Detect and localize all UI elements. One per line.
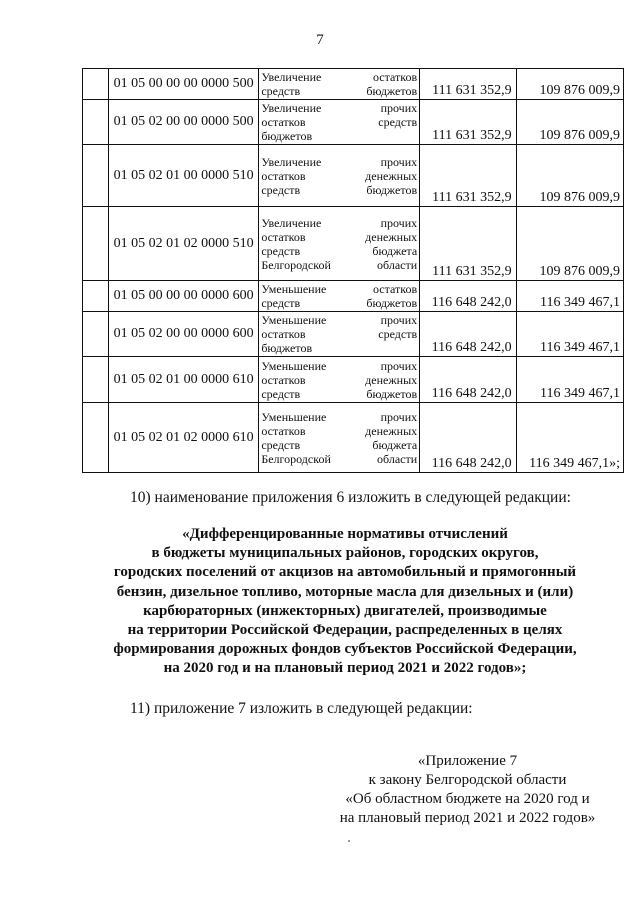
name-line: остатков денежных [261,372,418,387]
appendix-line: к закону Белгородской области [368,772,567,788]
scan-dot [348,840,350,842]
amount-2020-cell: 111 631 352,9 [420,69,516,100]
blank-cell [83,281,109,312]
amount-2020-cell: 116 648 242,0 [420,281,516,312]
blank-cell [83,100,109,145]
amount-2020-cell: 111 631 352,9 [420,100,516,145]
name-line: бюджетов [261,129,313,143]
appendix-line: «Об областном бюджете на 2020 год и [345,791,590,807]
heading-line: карбюраторных (инжекторных) двигателей, производимые [143,602,547,619]
name-line: Увеличение остатков [261,70,418,84]
appendix-6-title [110,525,580,679]
table-row [83,357,624,403]
amount-2020-cell: 116 648 242,0 [420,403,516,473]
amount-2021-cell: 109 876 009,9 [516,69,623,100]
blank-cell [83,207,109,281]
name-line: Белгородской области [261,257,418,272]
blank-cell [83,403,109,473]
name-cell [259,69,420,100]
blank-cell [83,357,109,403]
blank-cell [83,145,109,207]
name-line: Увеличение прочих [261,101,418,115]
name-line: Уменьшение прочих [261,358,418,373]
name-line: остатков денежных [261,168,418,183]
amount-2020-cell: 111 631 352,9 [420,207,516,281]
name-line: остатков средств [261,327,418,341]
page-number: 7 [316,32,324,48]
name-cell [259,403,420,473]
table-row [83,207,624,281]
name-line: средств бюджета [261,243,418,258]
amount-2021-cell: 109 876 009,9 [516,207,623,281]
heading-line: бензин, дизельное топливо, моторные масла для дизельных и (или) [116,583,574,600]
amount-2021-cell: 116 349 467,1 [516,312,623,357]
table-row [83,145,624,207]
table-row [83,69,624,100]
item-11-paragraph: 11) приложение 7 изложить в следующей редакции: [130,700,473,717]
budget-sources-table [82,68,624,473]
name-line: Увеличение прочих [261,215,418,230]
heading-line: городских поселений от акцизов на автомобильный и прямогонный [113,564,577,581]
name-line: Уменьшение прочих [261,409,418,424]
name-line: средств бюджета [261,437,418,452]
amount-2021-cell: 116 349 467,1 [516,281,623,312]
name-cell [259,207,420,281]
name-line: Увеличение прочих [261,154,418,169]
code-cell: 01 05 00 00 00 0000 600 [108,281,259,312]
code-cell: 01 05 02 01 00 0000 610 [108,357,259,403]
name-line: бюджетов [261,341,313,355]
amount-2020-cell: 116 648 242,0 [420,312,516,357]
heading-line: в бюджеты муниципальных районов, городских округов, [151,545,539,562]
name-line: Белгородской области [261,451,418,466]
heading-line: «Дифференцированные нормативы отчислений [182,526,508,542]
amount-2021-cell: 116 349 467,1»; [516,403,623,473]
name-line: средств бюджетов [261,386,418,401]
code-cell: 01 05 02 01 02 0000 510 [108,207,259,281]
name-cell [259,312,420,357]
table-row [83,312,624,357]
code-cell: 01 05 02 00 00 0000 500 [108,100,259,145]
name-cell [259,100,420,145]
heading-line: на территории Российской Федерации, распределенных в целях [127,622,563,639]
heading-line: формирования дорожных фондов субъектов Российской Федерации, [113,641,577,658]
name-cell [259,281,420,312]
table-row [83,281,624,312]
code-cell: 01 05 02 01 00 0000 510 [108,145,259,207]
name-line: остатков денежных [261,229,418,244]
amount-2020-cell: 111 631 352,9 [420,145,516,207]
appendix-7-header [330,752,605,828]
code-cell: 01 05 02 01 02 0000 610 [108,403,259,473]
amount-2021-cell: 109 876 009,9 [516,100,623,145]
appendix-line: на плановый период 2021 и 2022 годов» [339,810,596,826]
blank-cell [83,69,109,100]
name-line: Уменьшение прочих [261,313,418,327]
name-line: Уменьшение остатков [261,282,418,296]
name-cell [259,357,420,403]
code-cell: 01 05 00 00 00 0000 500 [108,69,259,100]
name-line: средств бюджетов [261,182,418,197]
name-line: средств бюджетов [261,84,418,98]
amount-2020-cell: 116 648 242,0 [420,357,516,403]
heading-line: на 2020 год и на плановый период 2021 и 2022 годов»; [163,660,527,677]
table-row [83,403,624,473]
name-cell [259,145,420,207]
name-line: остатков средств [261,115,418,129]
blank-cell [83,312,109,357]
amount-2021-cell: 116 349 467,1 [516,357,623,403]
code-cell: 01 05 02 00 00 0000 600 [108,312,259,357]
appendix-line: «Приложение 7 [417,753,518,769]
table-row [83,100,624,145]
amount-2021-cell: 109 876 009,9 [516,145,623,207]
name-line: остатков денежных [261,423,418,438]
name-line: средств бюджетов [261,296,418,310]
item-10-paragraph: 10) наименование приложения 6 изложить в следующей редакции: [130,489,571,506]
